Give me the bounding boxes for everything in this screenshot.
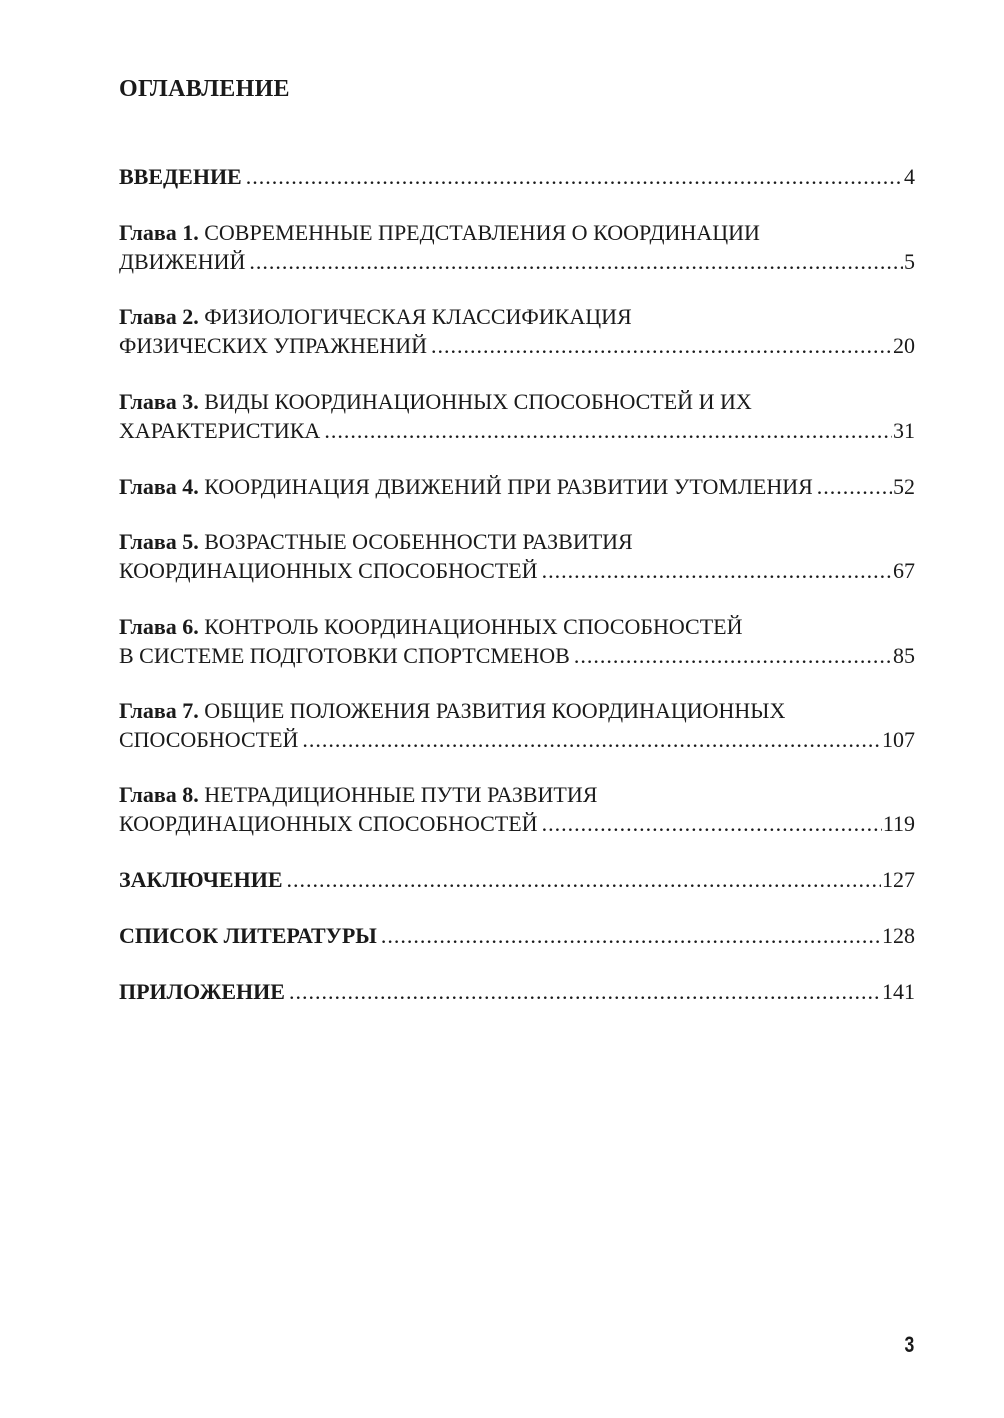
entry-page: 67 xyxy=(893,558,915,583)
chapter-title-line2: ФИЗИЧЕСКИХ УПРАЖНЕНИЙ xyxy=(119,333,428,358)
dot-leader xyxy=(289,977,881,1006)
toc-entry-chapter-4[interactable] xyxy=(119,472,915,501)
entry-title: ВВЕДЕНИЕ xyxy=(119,164,242,189)
entry-page: 127 xyxy=(882,867,915,892)
entry-title: ПРИЛОЖЕНИЕ xyxy=(119,979,285,1004)
toc-entry-chapter-5[interactable] xyxy=(119,527,915,585)
chapter-label: Глава 8. xyxy=(119,782,199,807)
toc-entry-conclusion[interactable] xyxy=(119,865,915,894)
dot-leader xyxy=(542,809,882,838)
chapter-title-line1: КООРДИНАЦИЯ ДВИЖЕНИЙ ПРИ РАЗВИТИИ УТОМЛЕНИЯ xyxy=(204,474,813,499)
toc-heading: ОГЛАВЛЕНИЕ xyxy=(119,76,290,102)
chapter-title-line1: ВИДЫ КООРДИНАЦИОННЫХ СПОСОБНОСТЕЙ И ИХ xyxy=(204,389,752,414)
chapter-label: Глава 4. xyxy=(119,474,199,499)
chapter-title-line2: КООРДИНАЦИОННЫХ СПОСОБНОСТЕЙ xyxy=(119,811,538,836)
dot-leader xyxy=(249,247,903,276)
toc-entry-chapter-6[interactable] xyxy=(119,612,915,670)
toc-entry-introduction[interactable] xyxy=(119,162,915,191)
toc-entry-chapter-3[interactable] xyxy=(119,387,915,445)
chapter-title-line1: ФИЗИОЛОГИЧЕСКАЯ КЛАССИФИКАЦИЯ xyxy=(204,304,632,329)
entry-page: 141 xyxy=(882,979,915,1004)
dot-leader xyxy=(246,162,903,191)
chapter-title-line2: В СИСТЕМЕ ПОДГОТОВКИ СПОРТСМЕНОВ xyxy=(119,643,570,668)
chapter-label: Глава 7. xyxy=(119,698,199,723)
chapter-title-line1: НЕТРАДИЦИОННЫЕ ПУТИ РАЗВИТИЯ xyxy=(204,782,598,807)
dot-leader xyxy=(574,641,892,670)
entry-page: 119 xyxy=(882,811,915,836)
chapter-title-line2: КООРДИНАЦИОННЫХ СПОСОБНОСТЕЙ xyxy=(119,558,538,583)
entry-page: 20 xyxy=(893,333,915,358)
entry-title: СПИСОК ЛИТЕРАТУРЫ xyxy=(119,923,377,948)
dot-leader xyxy=(431,331,892,360)
chapter-label: Глава 3. xyxy=(119,389,199,414)
toc-entry-chapter-7[interactable] xyxy=(119,696,915,754)
chapter-title-line1: ОБЩИЕ ПОЛОЖЕНИЯ РАЗВИТИЯ КООРДИНАЦИОННЫХ xyxy=(204,698,786,723)
toc-entry-chapter-2[interactable] xyxy=(119,302,915,360)
chapter-title-line1: СОВРЕМЕННЫЕ ПРЕДСТАВЛЕНИЯ О КООРДИНАЦИИ xyxy=(204,220,760,245)
dot-leader xyxy=(381,921,881,950)
entry-page: 31 xyxy=(893,418,915,443)
chapter-label: Глава 5. xyxy=(119,529,199,554)
chapter-title-line2: ДВИЖЕНИЙ xyxy=(119,249,246,274)
chapter-label: Глава 1. xyxy=(119,220,199,245)
dot-leader xyxy=(817,472,892,501)
chapter-label: Глава 2. xyxy=(119,304,199,329)
entry-page: 5 xyxy=(904,249,915,274)
chapter-title-line1: ВОЗРАСТНЫЕ ОСОБЕННОСТИ РАЗВИТИЯ xyxy=(204,529,633,554)
entry-title: ЗАКЛЮЧЕНИЕ xyxy=(119,867,283,892)
chapter-label: Глава 6. xyxy=(119,614,199,639)
dot-leader xyxy=(542,556,892,585)
entry-page: 52 xyxy=(893,474,915,499)
chapter-title-line1: КОНТРОЛЬ КООРДИНАЦИОННЫХ СПОСОБНОСТЕЙ xyxy=(204,614,743,639)
dot-leader xyxy=(324,416,892,445)
entry-page: 85 xyxy=(893,643,915,668)
chapter-title-line2: ХАРАКТЕРИСТИКА xyxy=(119,418,321,443)
chapter-title-line2: СПОСОБНОСТЕЙ xyxy=(119,727,299,752)
entry-page: 107 xyxy=(882,727,915,752)
toc-entry-chapter-8[interactable] xyxy=(119,780,915,838)
dot-leader xyxy=(302,725,881,754)
page-number: 3 xyxy=(904,1332,914,1357)
entry-page: 128 xyxy=(882,923,915,948)
toc-entry-bibliography[interactable] xyxy=(119,921,915,950)
entry-page: 4 xyxy=(904,164,915,189)
toc-entry-appendix[interactable] xyxy=(119,977,915,1006)
toc-entry-chapter-1[interactable] xyxy=(119,218,915,276)
dot-leader xyxy=(287,865,882,894)
